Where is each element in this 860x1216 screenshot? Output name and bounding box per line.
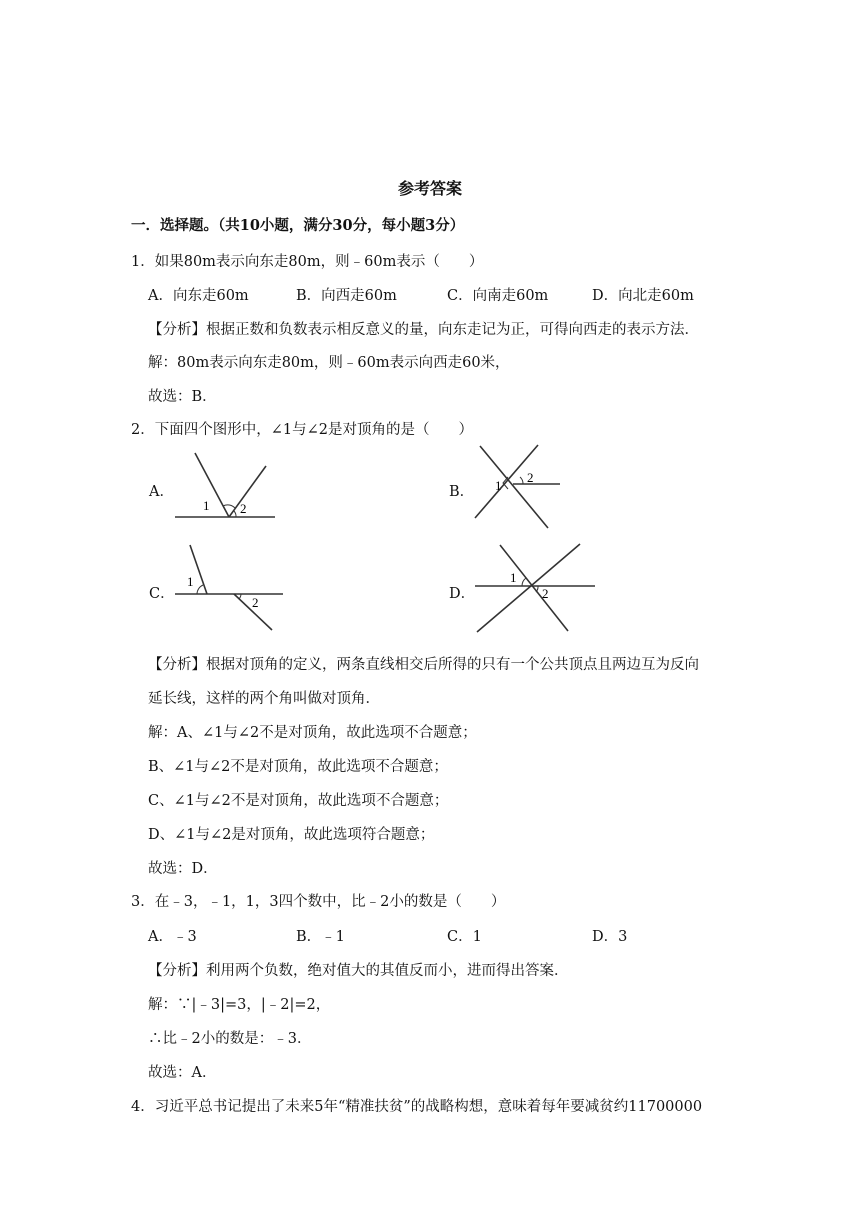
figure-c-label-2: 2	[252, 595, 259, 610]
q1-answer: 故选：B．	[148, 389, 217, 405]
q3-option-c: C．1	[447, 929, 482, 945]
q1-option-d: D．向北走60m	[592, 288, 694, 304]
figure-a-ray-1	[195, 453, 229, 517]
q2-solution-b: B、∠1与∠2不是对顶角，故此选项不合题意；	[148, 759, 448, 775]
q2-analysis-line1: 【分析】根据对顶角的定义，两条直线相交后所得的只有一个公共顶点且两边互为反向	[148, 657, 699, 673]
q1-option-a: A．向东走60m	[148, 288, 249, 304]
figure-d-line-2	[500, 545, 568, 631]
q2-figure-a	[170, 450, 280, 522]
figure-b-angle2-arc	[520, 477, 523, 484]
q3-option-b: B．﹣1	[296, 929, 345, 945]
q3-option-a: A．﹣3	[148, 929, 197, 945]
q2-figure-b	[470, 440, 570, 532]
q2-analysis-line2: 延长线，这样的两个角叫做对顶角．	[148, 691, 380, 707]
figure-d-label-2: 2	[542, 586, 549, 601]
q3-answer: 故选：A．	[148, 1065, 217, 1081]
figure-d-line-3	[477, 544, 580, 632]
q2-figure-c	[170, 540, 288, 634]
figure-b-label-1: 1	[495, 478, 502, 493]
q2-figure-d	[470, 540, 600, 636]
q2-option-d-letter: D．	[449, 586, 476, 602]
q1-option-b: B．向西走60m	[296, 288, 397, 304]
figure-d-label-1: 1	[510, 570, 517, 585]
section-heading: 一．选择题。（共10小题，满分30分，每小题3分）	[131, 217, 465, 234]
figure-d-angle2-arc	[536, 586, 538, 592]
q3-option-d: D．3	[592, 929, 628, 945]
q1-analysis: 【分析】根据正数和负数表示相反意义的量，向东走记为正，可得向西走的表示方法．	[148, 322, 699, 338]
figure-d-angle1-arc	[522, 578, 526, 586]
q2-stem: 2．下面四个图形中，∠1与∠2是对顶角的是（ ）	[131, 422, 473, 438]
figure-c-angle1-arc	[197, 585, 203, 594]
figure-a-label-2: 2	[240, 501, 247, 516]
figure-a-angle2-arc	[234, 511, 236, 517]
q3-analysis: 【分析】利用两个负数，绝对值大的其值反而小，进而得出答案．	[148, 963, 569, 979]
q3-solution-1: 解：∵|﹣3|=3，|﹣2|=2，	[148, 997, 331, 1013]
q1-stem: 1．如果80m表示向东走80m，则﹣60m表示（ ）	[131, 254, 484, 270]
figure-a-ray-2	[229, 466, 266, 517]
q1-solution: 解：80m表示向东走80m，则﹣60m表示向西走60米，	[148, 355, 510, 371]
figure-b-label-2: 2	[527, 470, 534, 485]
q2-answer: 故选：D．	[148, 861, 218, 877]
q2-solution-a: 解：A、∠1与∠2不是对顶角，故此选项不合题意；	[148, 725, 477, 741]
q4-stem: 4．习近平总书记提出了未来5年“精准扶贫”的战略构想，意味着每年要减贫约11700000	[131, 1099, 703, 1115]
page-title: 参考答案	[397, 179, 462, 198]
figure-a-label-1: 1	[203, 498, 210, 513]
q2-option-b-letter: B．	[449, 484, 475, 500]
q2-option-a-letter: A．	[149, 484, 174, 500]
q1-option-c: C．向南走60m	[447, 288, 549, 304]
q2-solution-d: D、∠1与∠2是对顶角，故此选项符合题意；	[148, 827, 435, 843]
figure-b-line-2	[480, 446, 548, 528]
q3-solution-2: ∴比﹣2小的数是：﹣3．	[148, 1031, 312, 1047]
q2-option-c-letter: C．	[149, 586, 175, 602]
q3-stem: 3．在﹣3，﹣1，1，3四个数中，比﹣2小的数是（ ）	[131, 894, 506, 910]
figure-c-label-1: 1	[187, 574, 194, 589]
q2-solution-c: C、∠1与∠2不是对顶角，故此选项不合题意；	[148, 793, 449, 809]
